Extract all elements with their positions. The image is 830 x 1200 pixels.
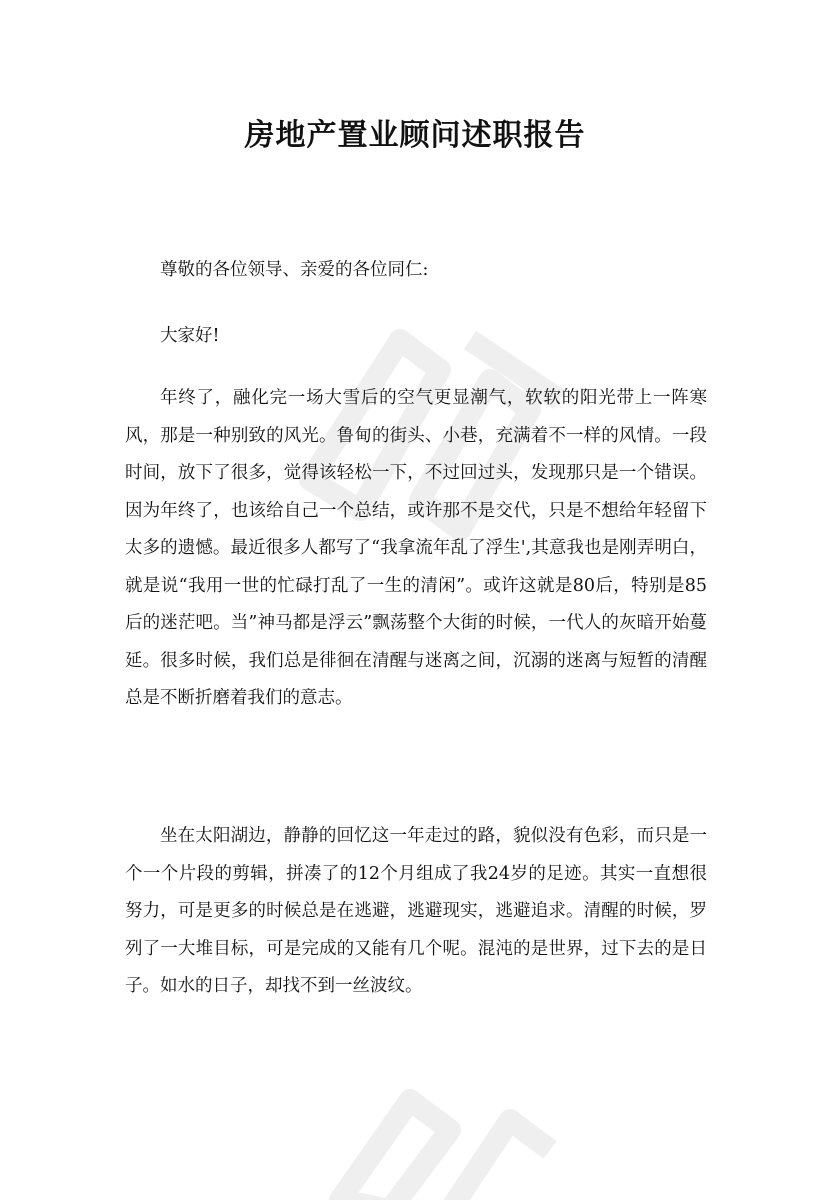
body-paragraph: 坐在太阳湖边，静静的回忆这一年走过的路，貌似没有色彩，而只是一个一个片段的剪辑，拼凑了的12个月组成了我24岁的足迹。其实一直想很努力，可是更多的时候总是在逃避，逃避现实，逃避追求。清醒的时候，罗列了一大堆目标，可是完成的又能有几个呢。混沌的是世界，过下去的是日子。如水的日子，却找不到一丝波纹。	[125, 826, 707, 996]
hello-paragraph: 大家好!	[160, 326, 220, 346]
watermark-icon	[280, 1080, 600, 1200]
greeting-paragraph: 尊敬的各位领导、亲爱的各位同仁:	[160, 260, 429, 280]
document-title: 房地产置业顾问述职报告	[244, 118, 586, 153]
body-paragraph: 年终了，融化完一场大雪后的空气更显潮气，软软的阳光带上一阵寒风，那是一种别致的风光。鲁甸的街头、小巷，充满着不一样的风情。一段时间，放下了很多，觉得该轻松一下，不过回过头，发现那只是一个错误。因为年终了，也该给自己一个总结，或许那不是交代，只是不想给年轻留下太多的遗憾。最近很多人都写了“我拿流年乱了浮生',其意我也是刚弄明白，就是说“我用一世的忙碌打乱了一生的清闲”。或许这就是80后，特别是85后的迷茫吧。当”神马都是浮云”飘荡整个大街的时候，一代人的灰暗开始蔓延。很多时候，我们总是徘徊在清醒与迷离之间，沉溺的迷离与短暂的清醒总是不断折磨着我们的意志。	[125, 388, 707, 708]
